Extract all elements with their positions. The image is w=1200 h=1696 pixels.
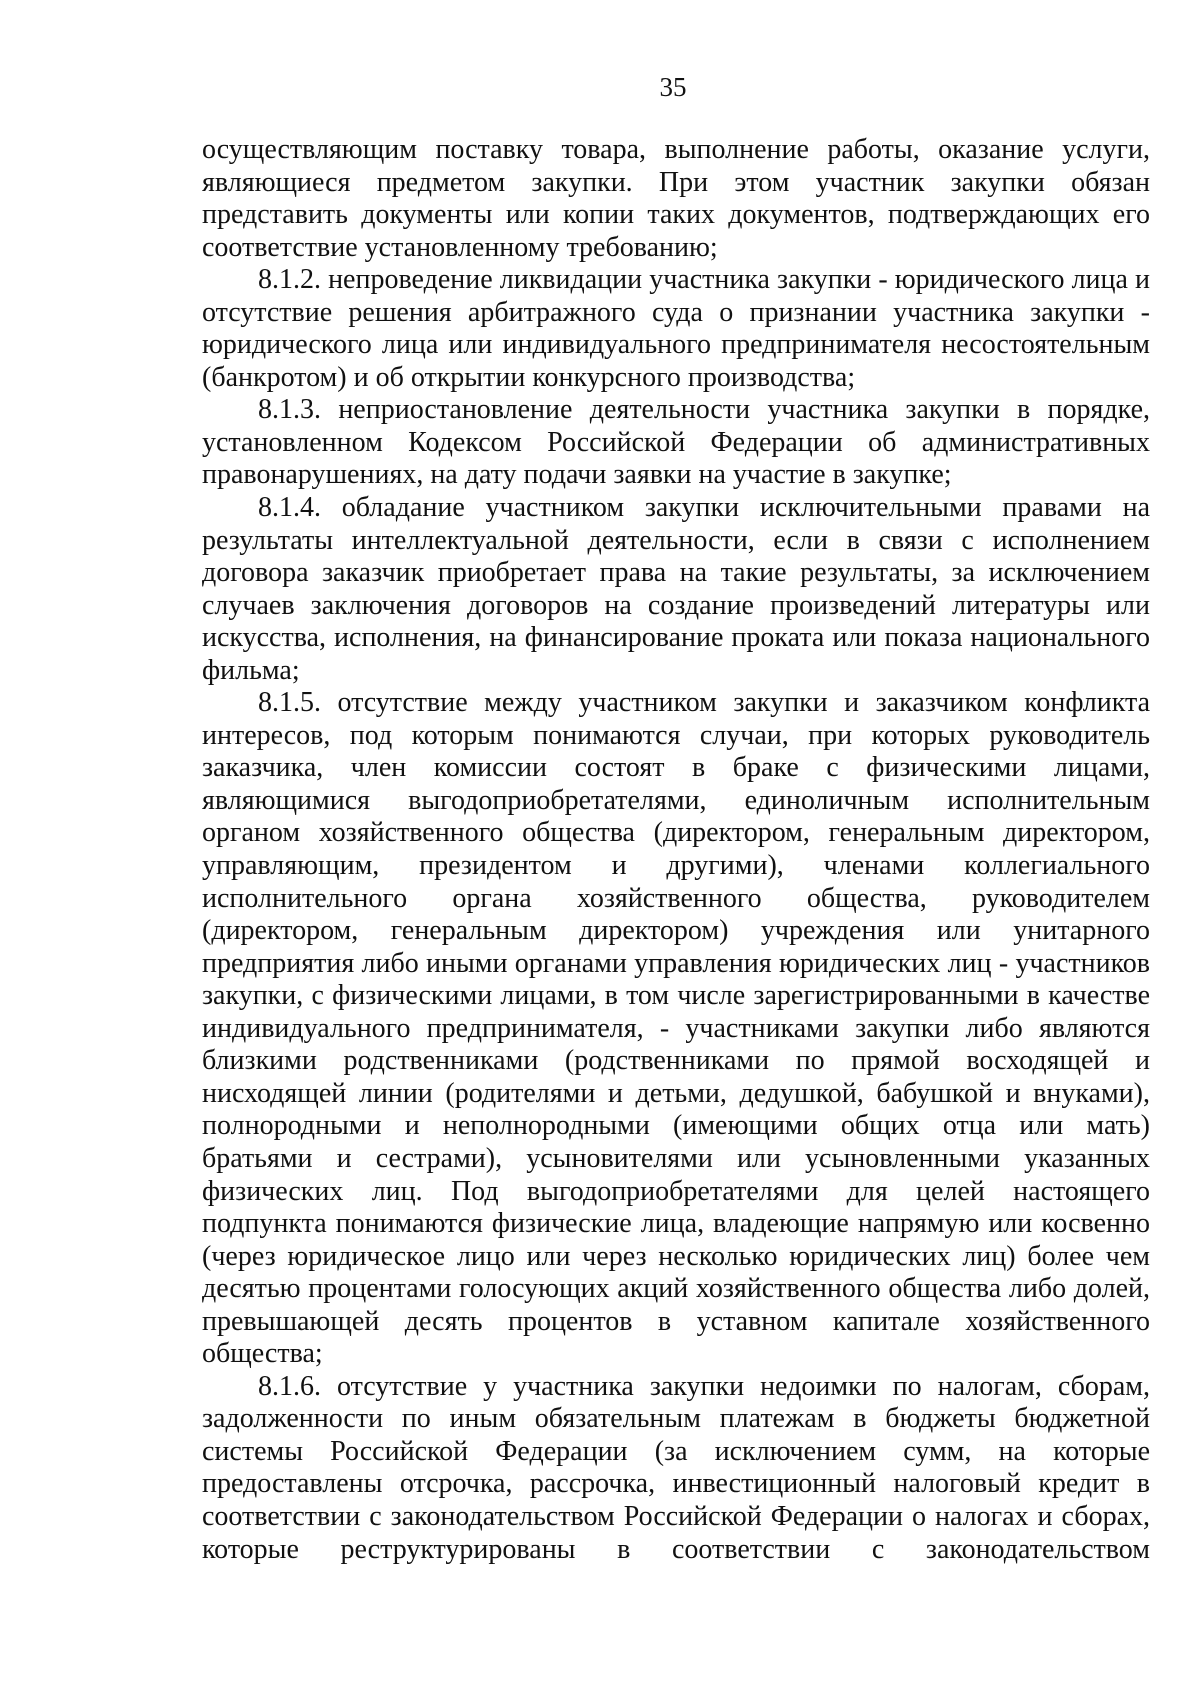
paragraph-continuation: осуществляющим поставку товара, выполнение работы, оказание услуги, являющиеся предметом закупки. При этом участник закупки обязан представить документы или копии таких документов, подтверждающих его соответствие установленному требованию; [202,134,1150,263]
document-body [202,134,1150,1566]
paragraph-8-1-4: 8.1.4. обладание участником закупки исключительными правами на результаты интеллектуальной деятельности, если в связи с исполнением договора заказчик приобретает права на такие результаты, за исключением случаев заключения договоров на создание произведений литературы или искусства, исполнения, на финансирование проката или показа национального фильма; [202,492,1150,686]
paragraph-8-1-3: 8.1.3. неприостановление деятельности участника закупки в порядке, установленном Кодексом Российской Федерации об административных правонарушениях, на дату подачи заявки на участие в закупке; [202,394,1150,491]
paragraph-8-1-6: 8.1.6. отсутствие у участника закупки недоимки по налогам, сборам, задолженности по иным обязательным платежам в бюджеты бюджетной системы Российской Федерации (за исключением сумм, на которые предоставлены отсрочка, рассрочка, инвестиционный налоговый кредит в соответствии с законодательством Российской Федерации о налогах и сборах, которые реструктурированы в соответствии с законодательством [202,1370,1150,1565]
paragraph-8-1-5: 8.1.5. отсутствие между участником закупки и заказчиком конфликта интересов, под которым понимаются случаи, при которых руководитель заказчика, член комиссии состоят в браке с физическими лицами, являющимися выгодоприобретателями, единоличным исполнительным органом хозяйственного общества (директором, генеральным директором, управляющим, президентом и другими), членами коллегиального исполнительного органа хозяйственного общества, руководителем (директором, генеральным директором) учреждения или унитарного предприятия либо иными органами управления юридических лиц - участников закупки, с физическими лицами, в том числе зарегистрированными в качестве индивидуального предпринимателя, - участниками закупки либо являются близкими родственниками (родственниками по прямой восходящей и нисходящей линии (родителями и детьми, дедушкой, бабушкой и внуками), полнородными и неполнородными (имеющими общих отца или мать) братьями и сестрами), усыновителями или усыновленными указанных физических лиц. Под выгодоприобретателями для целей настоящего подпункта понимаются физические лица, владеющие напрямую или косвенно (через юридическое лицо или через несколько юридических лиц) более чем десятью процентами голосующих акций хозяйственного общества либо долей, превышающей десять процентов в уставном капитале хозяйственного общества; [202,687,1150,1370]
page-number: 35 [659,72,687,102]
paragraph-8-1-2: 8.1.2. непроведение ликвидации участника закупки - юридического лица и отсутствие решения арбитражного суда о признании участника закупки - юридического лица или индивидуального предпринимателя несостоятельным (банкротом) и об открытии конкурсного производства; [202,264,1150,393]
